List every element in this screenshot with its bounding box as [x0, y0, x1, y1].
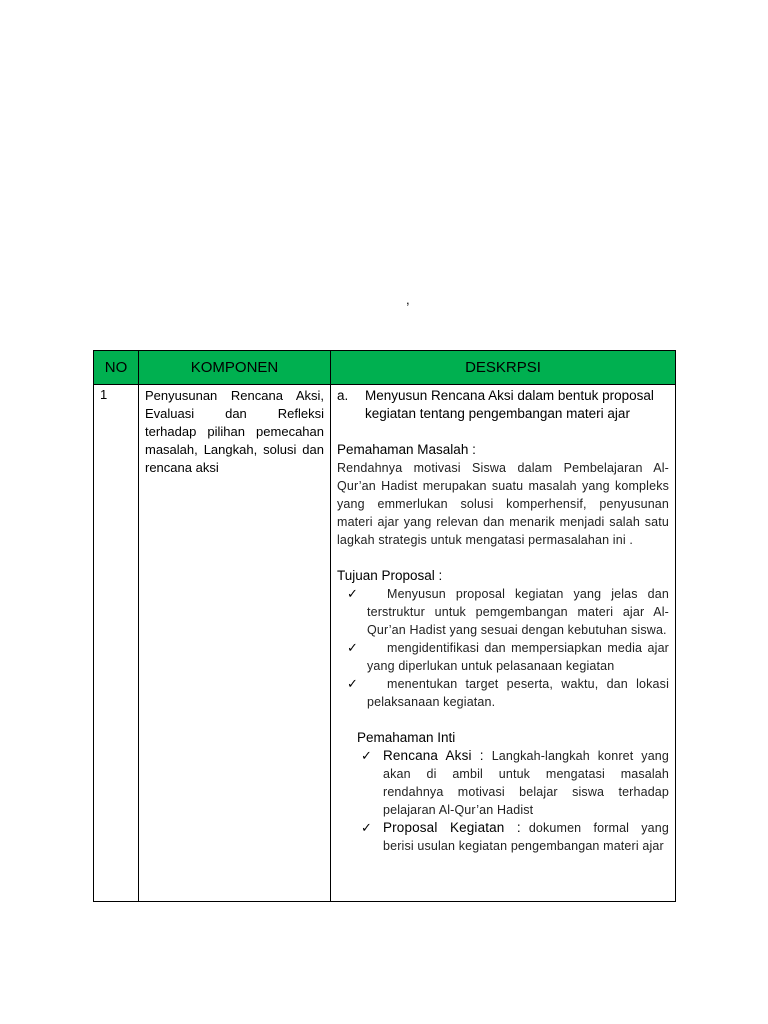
item-a-text: Menyusun Rencana Aksi dalam bentuk proposal kegiatan tentang pengembangan materi ajar — [365, 388, 654, 421]
pemahaman-masalah-text: Rendahnya motivasi Siswa dalam Pembelajaran Al-Qur’an Hadist merupakan suatu masalah yang kompleks yang emmerlukan solusi komperhensif, penyusunan materi ajar yang relevan dan menarik menjadi salah satu lagkah strategis untuk mengatasi permasalahan ini . — [337, 461, 669, 547]
term-definition: dokumen formal yang berisi usulan kegiatan pengembangan materi ajar — [383, 821, 669, 853]
checkmark-icon: ✓ — [347, 676, 359, 691]
item-a-label: a. — [337, 388, 349, 403]
list-item — [361, 819, 669, 855]
pemahaman-inti-heading: Pemahaman Inti — [357, 730, 456, 745]
pemahaman-inti-list — [357, 747, 669, 855]
component-table — [93, 350, 676, 902]
checkmark-icon: ✓ — [347, 586, 359, 601]
row-number: 1 — [94, 385, 139, 902]
table-header-row — [94, 351, 676, 385]
table-row — [94, 385, 676, 902]
checkmark-icon: ✓ — [347, 640, 359, 655]
stray-comma: , — [406, 292, 410, 307]
list-item — [347, 639, 669, 675]
term-rencana-aksi: Rencana Aksi : — [383, 748, 484, 763]
list-item — [347, 675, 669, 711]
list-item-text: menentukan target peserta, waktu, dan lokasi pelaksanaan kegiatan. — [367, 677, 669, 709]
list-item — [347, 585, 669, 639]
term-definition: Langkah-langkah konret yang akan di ambil untuk mengatasi masalah rendahnya motivasi belajar siswa terhadap pelajaran Al-Qur’an Hadist — [383, 749, 669, 817]
row-deskripsi — [331, 385, 676, 902]
term-proposal-kegiatan: Proposal Kegiatan : — [383, 820, 521, 835]
item-a — [337, 387, 669, 423]
header-komponen: KOMPONEN — [139, 351, 331, 385]
list-item-text: Menyusun proposal kegiatan yang jelas dan terstruktur untuk pemgembangan materi ajar Al-Qur’an Hadist yang sesuai dengan kebutuhan siswa. — [367, 587, 669, 637]
header-no: NO — [94, 351, 139, 385]
header-deskripsi: DESKRPSI — [331, 351, 676, 385]
row-komponen: Penyusunan Rencana Aksi, Evaluasi dan Refleksi terhadap pilihan pemecahan masalah, Langkah, solusi dan rencana aksi — [139, 385, 331, 902]
checkmark-icon: ✓ — [361, 820, 373, 835]
list-item-text: mengidentifikasi dan mempersiapkan media ajar yang diperlukan untuk pelasanaan kegiatan — [367, 641, 669, 673]
checkmark-icon: ✓ — [361, 748, 373, 763]
tujuan-proposal-list — [337, 585, 669, 711]
pemahaman-masalah-heading: Pemahaman Masalah : — [337, 442, 476, 457]
pemahaman-inti-section — [337, 729, 669, 855]
list-item — [361, 747, 669, 819]
tujuan-proposal-heading: Tujuan Proposal : — [337, 568, 443, 583]
